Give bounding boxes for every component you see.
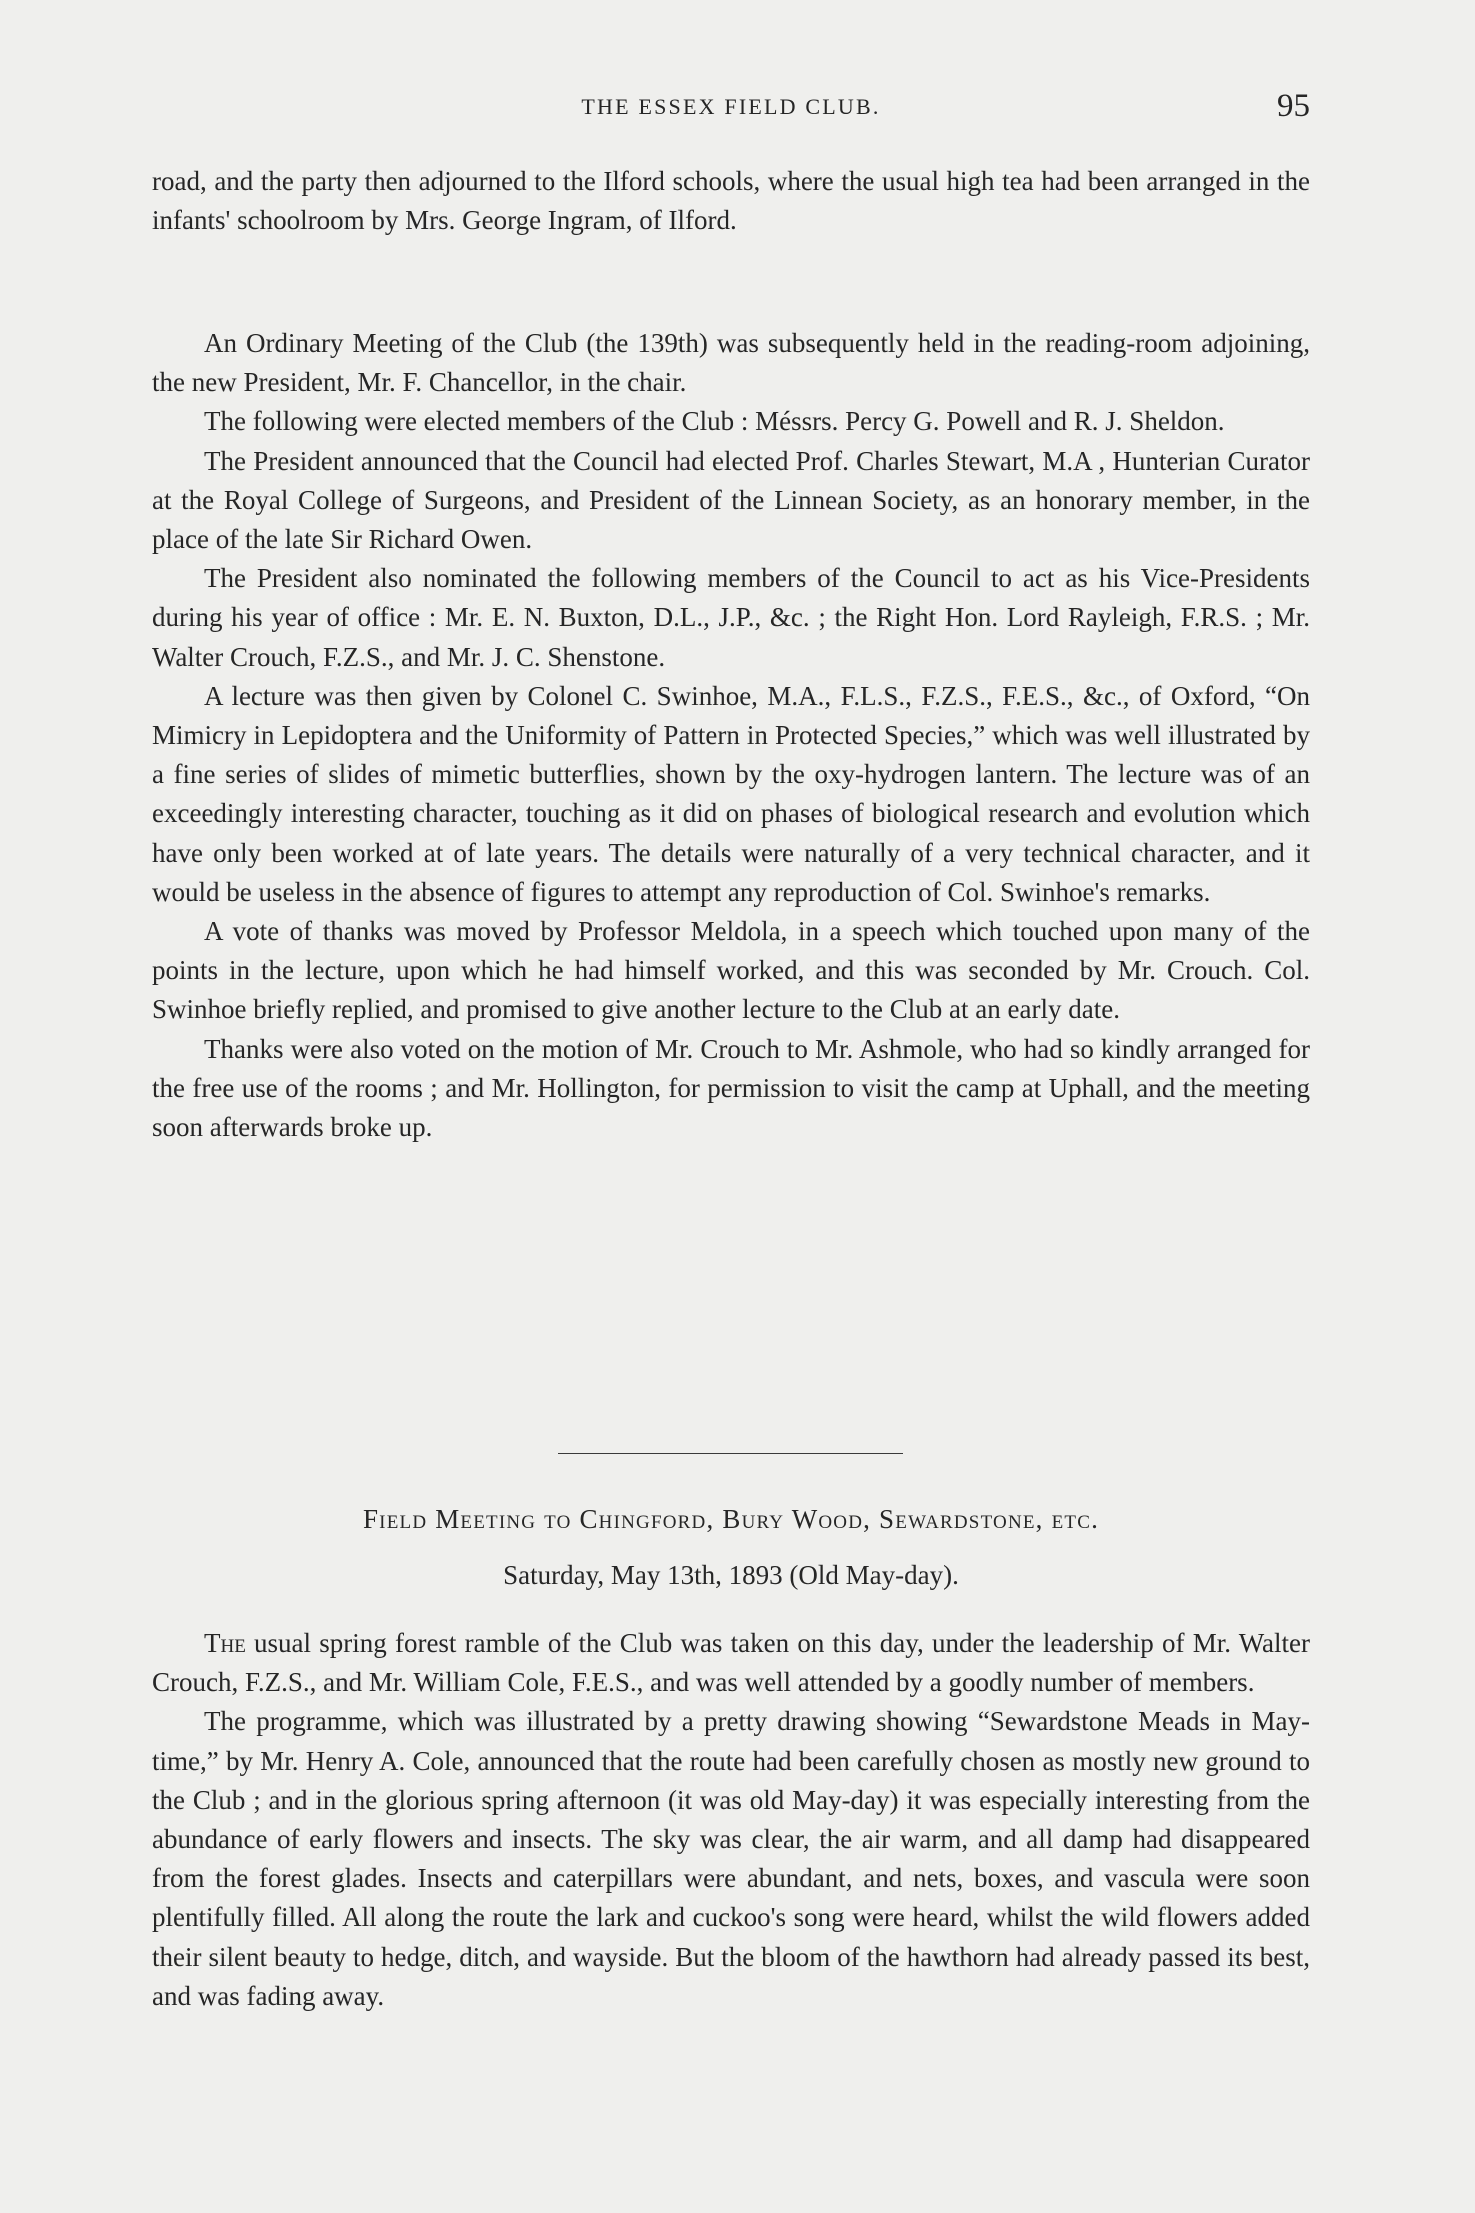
running-head [152, 88, 1310, 138]
lead-word: The [204, 1628, 246, 1658]
ordinary-meeting-block [152, 324, 1310, 1147]
section-heading: Field Meeting to Chingford, Bury Wood, Sewardstone, etc. [362, 1504, 1100, 1534]
paragraph-vice-presidents: The President also nominated the following members of the Council to act as his Vice-Presidents during his year of office : Mr. E. N. Buxton, D.L., J.P., &c. ; the Right Hon. Lord Rayleigh, F.R.S. ; Mr. Walter Crouch, F.Z.S., and Mr. J. C. Shenstone. [152, 563, 1310, 672]
paragraph-meeting-opening: An Ordinary Meeting of the Club (the 139th) was subsequently held in the reading-room adjoining, the new President, Mr. F. Chancellor, in the chair. [152, 328, 1310, 398]
paragraph-programme: The programme, which was illustrated by a pretty drawing showing “Sewardstone Meads in May-time,” by Mr. Henry A. Cole, announced that the route had been carefully chosen as mostly new ground to the Club ; and in the glorious spring afternoon (it was old May-day) it was especially interesting from the abundance of early flowers and insects. The sky was clear, the air warm, and all damp had disappeared from the forest glades. Insects and caterpillars were abundant, and nets, boxes, and vascula were soon plentifully filled. All along the route the lark and cuckoo's song were heard, whilst the wild flowers added their silent beauty to hedge, ditch, and wayside. But the bloom of the hawthorn had already passed its best, and was fading away. [152, 1706, 1310, 2011]
field-meeting-block [152, 1624, 1310, 2016]
paragraph-ramble [152, 1624, 1310, 1702]
paragraph-closing-thanks: Thanks were also voted on the motion of Mr. Crouch to Mr. Ashmole, who had so kindly arranged for the free use of the rooms ; and Mr. Hollington, for permission to visit the camp at Uphall, and the meeting soon afterwards broke up. [152, 1033, 1310, 1143]
paragraph-vote-of-thanks: A vote of thanks was moved by Professor Meldola, in a speech which touched upon many of the points in the lecture, upon which he had himself worked, and this was seconded by Mr. Crouch. Col. Swinhoe briefly replied, and promised to give another lecture to the Club at an early date. [152, 916, 1310, 1025]
paragraph-ramble-text: usual spring forest ramble of the Club was taken on this day, under the leadership of Mr. Walter Crouch, F.Z.S., and Mr. William Cole, F.E.S., and was well attended by a goodly number of members. [152, 1628, 1310, 1698]
page-number: 95 [1277, 88, 1310, 124]
section-divider [558, 1453, 903, 1454]
paragraph-new-members: The following were elected members of the Club : Méssrs. Percy G. Powell and R. J. Sheldon. [204, 406, 1225, 437]
continued-paragraph-block [152, 162, 1310, 240]
paragraph-honorary-member: The President announced that the Council had elected Prof. Charles Stewart, M.A , Hunterian Curator at the Royal College of Surgeons, and President of the Linnean Society, as an honorary member, in the place of the late Sir Richard Owen. [152, 445, 1310, 555]
paragraph-lecture: A lecture was then given by Colonel C. Swinhoe, M.A., F.L.S., F.Z.S., F.E.S., &c., of Oxford, “On Mimicry in Lepidoptera and the Uniformity of Pattern in Protected Species,” which was well illustrated by a fine series of slides of mimetic butterflies, shown by the oxy-hydrogen lantern. The lecture was of an exceedingly interesting character, touching as it did on phases of biological research and evolution which have only been worked at of late years. The details were naturally of a very technical character, and it would be useless in the absence of figures to attempt any reproduction of Col. Swinhoe's remarks. [152, 680, 1310, 907]
section-dateline: Saturday, May 13th, 1893 (Old May-day). [503, 1560, 959, 1590]
paragraph-continued: road, and the party then adjourned to the Ilford schools, where the usual high tea had been arranged in the infants' schoolroom by Mrs. George Ingram, of Ilford. [152, 166, 1310, 236]
running-title: THE ESSEX FIELD CLUB. [581, 94, 881, 119]
